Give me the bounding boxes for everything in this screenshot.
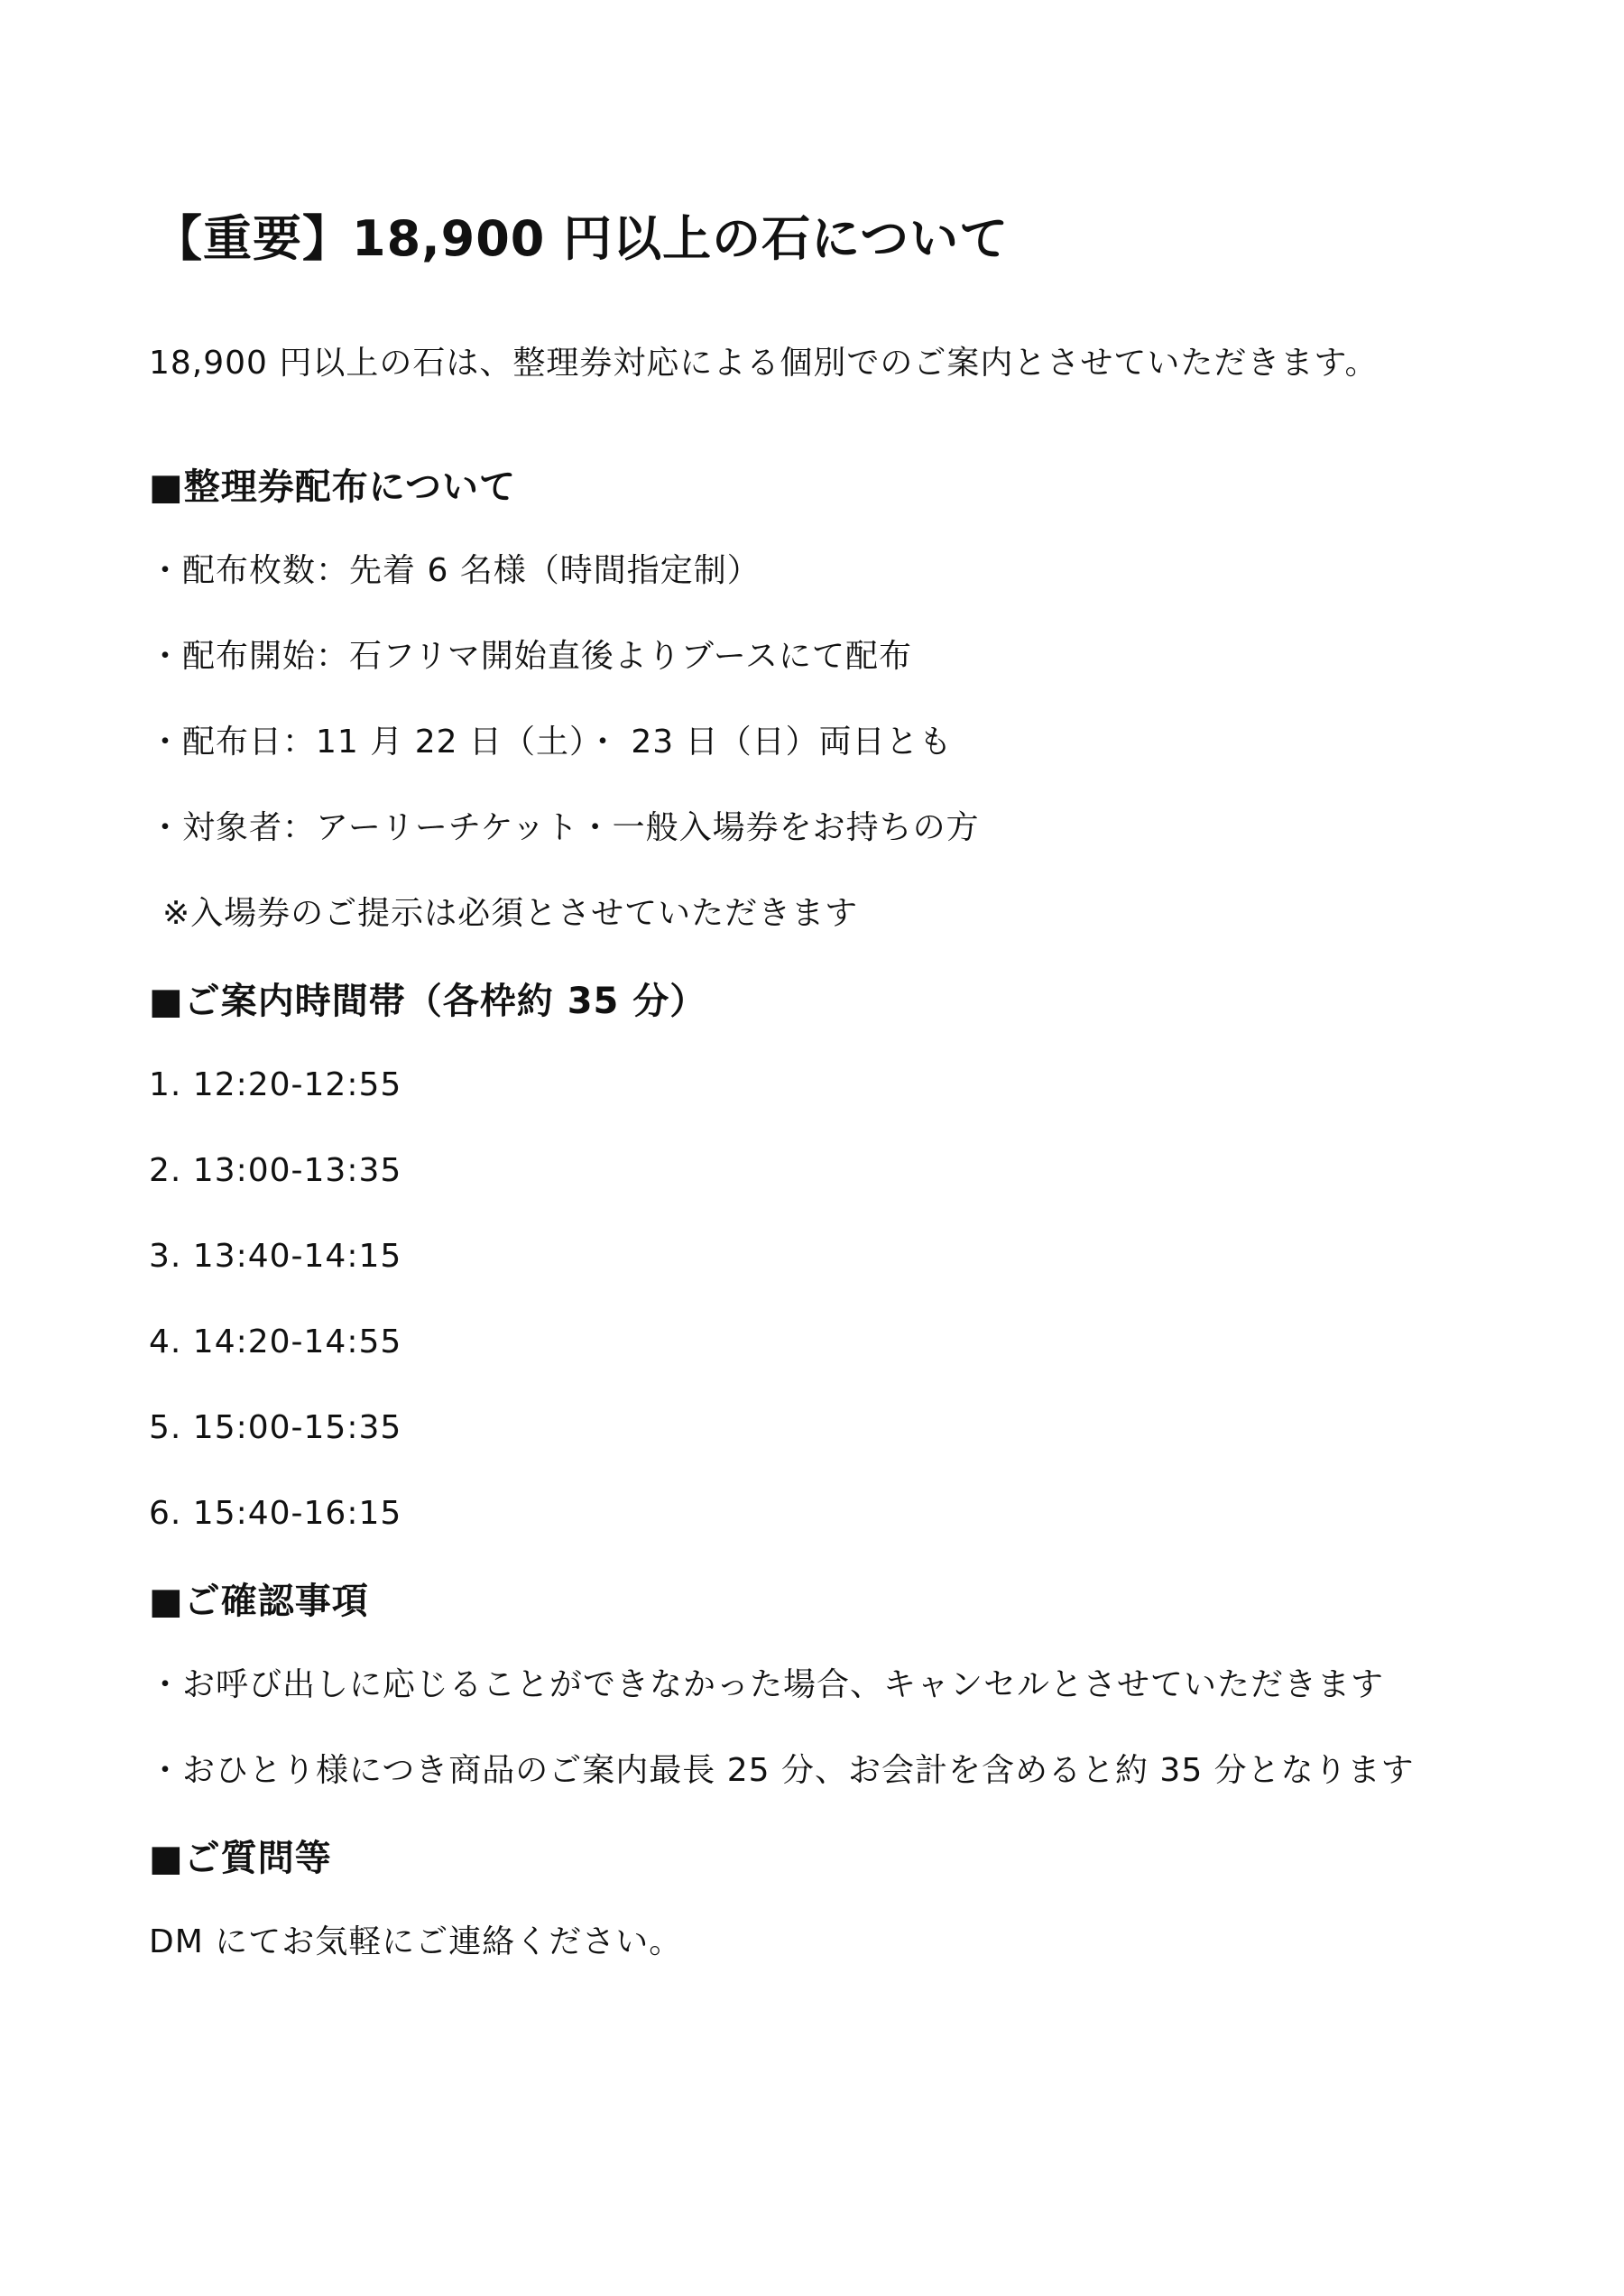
confirmation-heading: ■ご確認事項 (149, 1581, 369, 1622)
distribution-heading: ■整理券配布について (149, 466, 516, 508)
timeslot-item-5: 5. 15:00-15:35 (149, 1409, 402, 1446)
document-title: 【重要】18,900 円以上の石について (153, 210, 1010, 267)
questions-heading: ■ご質問等 (149, 1838, 332, 1879)
distribution-note: ※入場券のご提示は必須とさせていただきます (162, 895, 859, 932)
distribution-item-eligibility: ・対象者：アーリーチケット・一般入場券をお持ちの方 (149, 809, 980, 846)
timeslot-item-6: 6. 15:40-16:15 (149, 1495, 402, 1532)
confirmation-item-duration: ・おひとり様につき商品のご案内最長 25 分、お会計を含めると約 35 分となります (149, 1752, 1415, 1789)
questions-text: DM にてお気軽にご連絡ください。 (149, 1923, 683, 1960)
timeslot-item-2: 2. 13:00-13:35 (149, 1152, 402, 1189)
confirmation-item-cancel: ・お呼び出しに応じることができなかった場合、キャンセルとさせていただきます (149, 1666, 1385, 1703)
timeslots-heading: ■ご案内時間帯（各枠約 35 分） (149, 981, 707, 1022)
distribution-item-count: ・配布枚数：先着 6 名様（時間指定制） (149, 552, 761, 589)
timeslot-item-4: 4. 14:20-14:55 (149, 1323, 402, 1360)
intro-text: 18,900 円以上の石は、整理券対応による個別でのご案内とさせていただきます。 (149, 345, 1379, 382)
timeslot-item-3: 3. 13:40-14:15 (149, 1238, 402, 1275)
timeslot-item-1: 1. 12:20-12:55 (149, 1066, 402, 1103)
distribution-item-start: ・配布開始：石フリマ開始直後よりブースにて配布 (149, 638, 912, 675)
distribution-item-dates: ・配布日：11 月 22 日（土）・ 23 日（日）両日とも (149, 724, 953, 761)
